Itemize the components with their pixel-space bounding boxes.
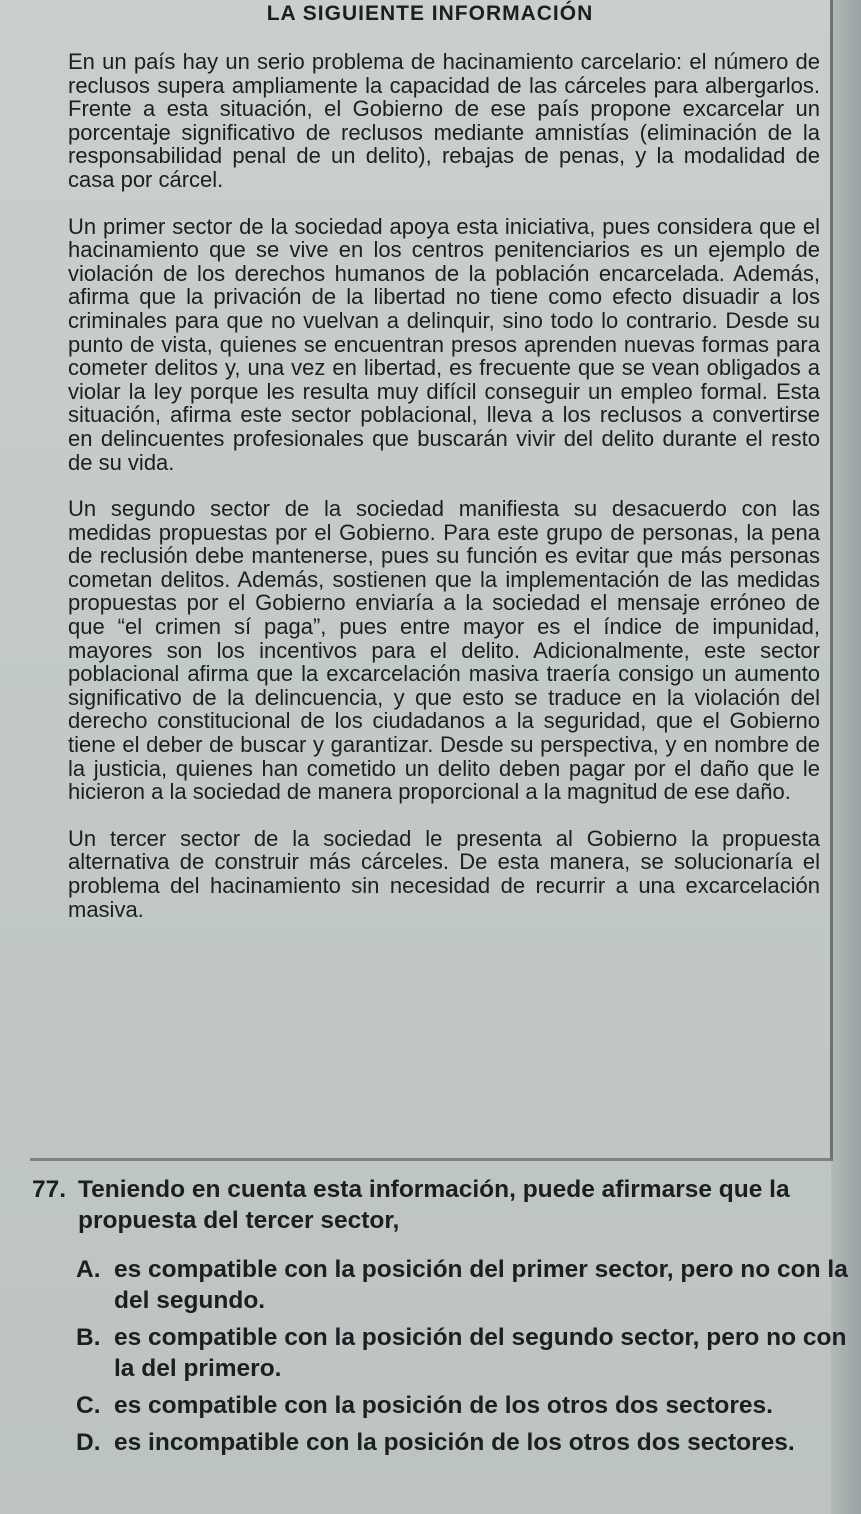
option-d-letter: D. xyxy=(76,1429,101,1456)
option-b-text: es compatible con la posición del segundo sector, pero no con la del primero. xyxy=(114,1324,847,1382)
option-a-letter: A. xyxy=(76,1256,101,1283)
option-c-letter: C. xyxy=(76,1392,101,1419)
option-c-text: es compatible con la posición de los otros dos sectores. xyxy=(114,1392,773,1419)
question-number: 77. xyxy=(32,1176,67,1203)
section-header: LA SIGUIENTE INFORMACIÓN xyxy=(266,2,594,25)
option-d-text: es incompatible con la posición de los otros dos sectores. xyxy=(114,1429,795,1456)
option-a-text: es compatible con la posición del primer sector, pero no con la del segundo. xyxy=(114,1256,848,1314)
passage-paragraph-4: Un tercer sector de la sociedad le presenta al Gobierno la propuesta alternativa de construir más cárceles. De esta manera, se solucionaría el problema del hacinamiento sin necesidad de recurrir a una excarcelación masiva. xyxy=(68,825,820,922)
passage-paragraph-1: En un país hay un serio problema de hacinamiento carcelario: el número de reclusos supera ampliamente la capacidad de las cárceles para albergarlos. Frente a esta situación, el Gobierno de ese país propone excarcelar un porcentaje significativo de reclusos mediante amnistías (eliminación de la responsabilidad penal de un delito), rebajas de penas, y la modalidad de casa por cárcel. xyxy=(68,49,820,192)
option-d[interactable] xyxy=(32,1427,852,1458)
reading-box xyxy=(30,0,833,1161)
option-b-letter: B. xyxy=(76,1324,101,1351)
option-a[interactable] xyxy=(32,1254,852,1316)
passage-paragraph-2: Un primer sector de la sociedad apoya esta iniciativa, pues considera que el hacinamiento que se vive en los centros penitenciarios es un ejemplo de violación de los derechos humanos de la población encarcelada. Además, afirma que la privación de la libertad no tiene como efecto disuadir a los criminales para que no vuelvan a delinquir, sino todo lo contrario. Desde su punto de vista, quienes se encuentran presos aprenden nuevas formas para cometer delitos y, una vez en libertad, es frecuente que se vean obligados a violar la ley porque les resulta muy difícil conseguir un empleo formal. Esta situación, afirma este sector poblacional, lleva a los reclusos a convertirse en delincuentes profesionales que buscarán vivir del delito durante el resto de su vida. xyxy=(68,213,820,475)
question-77 xyxy=(32,1174,852,1464)
option-c[interactable] xyxy=(32,1390,852,1421)
option-b[interactable] xyxy=(32,1322,852,1384)
question-text: Teniendo en cuenta esta información, puede afirmarse que la propuesta del tercer sector, xyxy=(78,1176,790,1234)
question-stem xyxy=(32,1174,852,1236)
passage-paragraph-3: Un segundo sector de la sociedad manifiesta su desacuerdo con las medidas propuestas por el Gobierno. Para este grupo de personas, la pena de reclusión debe mantenerse, pues su función es evitar que más personas cometan delitos. Además, sostienen que la implementación de las medidas propuestas por el Gobierno enviaría a la sociedad el mensaje erróneo de que “el crimen sí paga”, pues entre mayor es el índice de impunidad, mayores son los incentivos para el delito. Adicionalmente, este sector poblacional afirma que la excarcelación masiva traería consigo un aumento significativo de la delincuencia, y que esto se traduce en la violación del derecho constitucional de los ciudadanos a la seguridad, que el Gobierno tiene el deber de buscar y garantizar. Desde su perspectiva, y en nombre de la justicia, quienes han cometido un delito deben pagar por el daño que le hicieron a la sociedad de manera proporcional a la magnitud de ese daño. xyxy=(68,496,820,805)
reading-passage xyxy=(68,50,820,944)
